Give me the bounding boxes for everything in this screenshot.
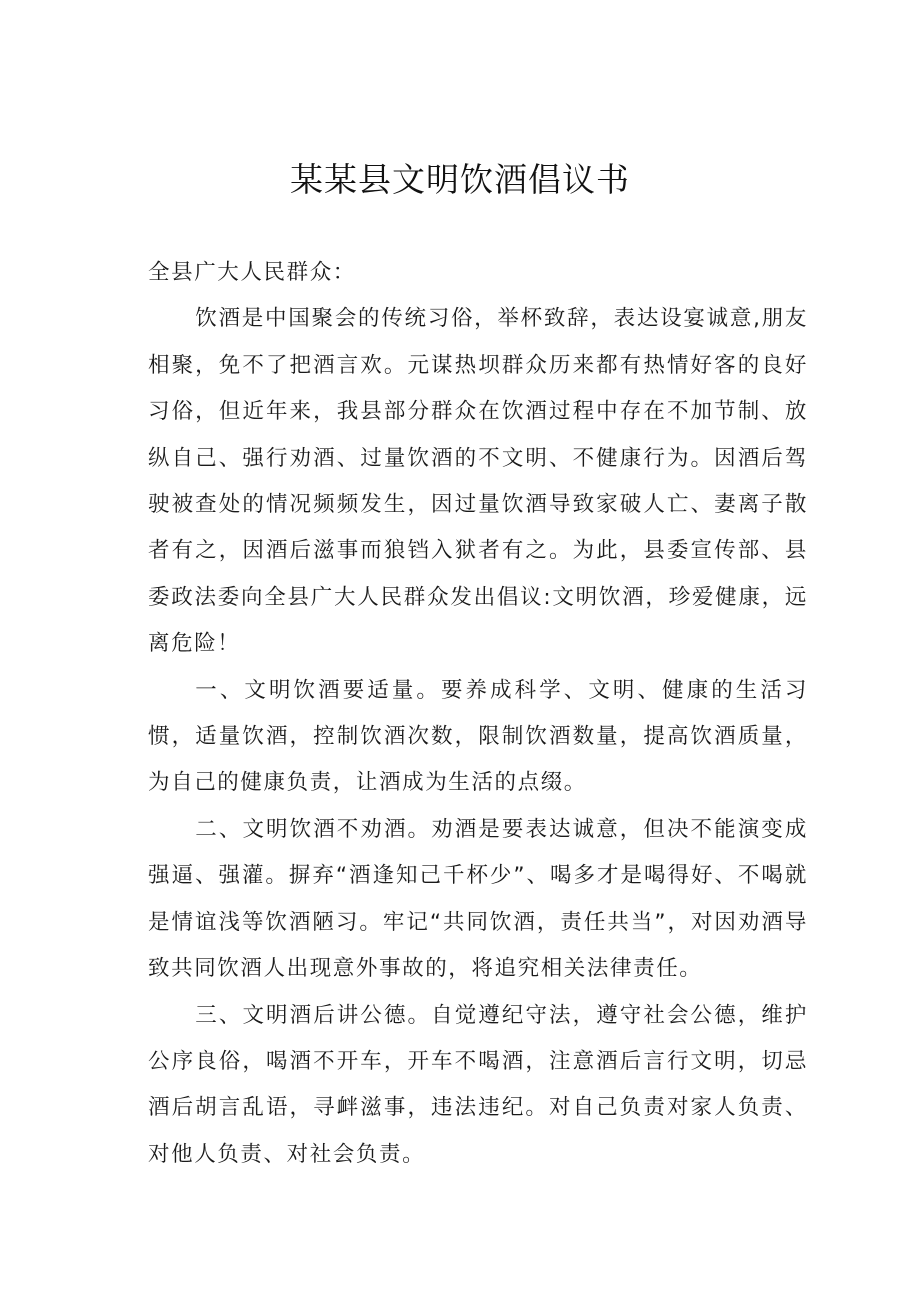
document-title: 某某县文明饮酒倡议书 <box>290 160 630 199</box>
paragraph-no-urging-drinks: 二、文明饮酒不劝酒。劝酒是要表达诚意，但决不能演变成强逼、强灌。摒弃“酒逢知己千杯少”、喝多才是喝得好、不喝就是情谊浅等饮酒陋习。牢记“共同饮酒，责任共当”，对因劝酒导致共同饮酒人出现意外事故的，将追究相关法律责任。 <box>148 816 808 982</box>
paragraph-moderate-drinking: 一、文明饮酒要适量。要养成科学、文明、健康的生活习惯，适量饮酒，控制饮酒次数，限制饮酒数量，提高饮酒质量，为自己的健康负责，让酒成为生活的点缀。 <box>148 677 808 796</box>
document-body <box>148 250 808 1178</box>
paragraph-intro: 饮酒是中国聚会的传统习俗，举杯致辞，表达设宴诚意,朋友相聚，免不了把酒言欢。元谋热坝群众历来都有热情好客的良好习俗，但近年来，我县部分群众在饮酒过程中存在不加节制、放纵自己、强行劝酒、过量饮酒的不文明、不健康行为。因酒后驾驶被查处的情况频频发生，因过量饮酒导致家破人亡、妻离子散者有之，因酒后滋事而狼铛入狱者有之。为此，县委宣传部、县委政法委向全县广大人民群众发出倡议:文明饮酒，珍爱健康，远离危险！ <box>148 306 808 657</box>
salutation: 全县广大人民群众： <box>148 260 356 285</box>
paragraph-public-morality: 三、文明酒后讲公德。自觉遵纪守法，遵守社会公德，维护公序良俗，喝酒不开车，开车不喝酒，注意酒后言行文明，切忌酒后胡言乱语，寻衅滋事，违法违纪。对自己负责对家人负责、对他人负责、对社会负责。 <box>148 1002 808 1167</box>
